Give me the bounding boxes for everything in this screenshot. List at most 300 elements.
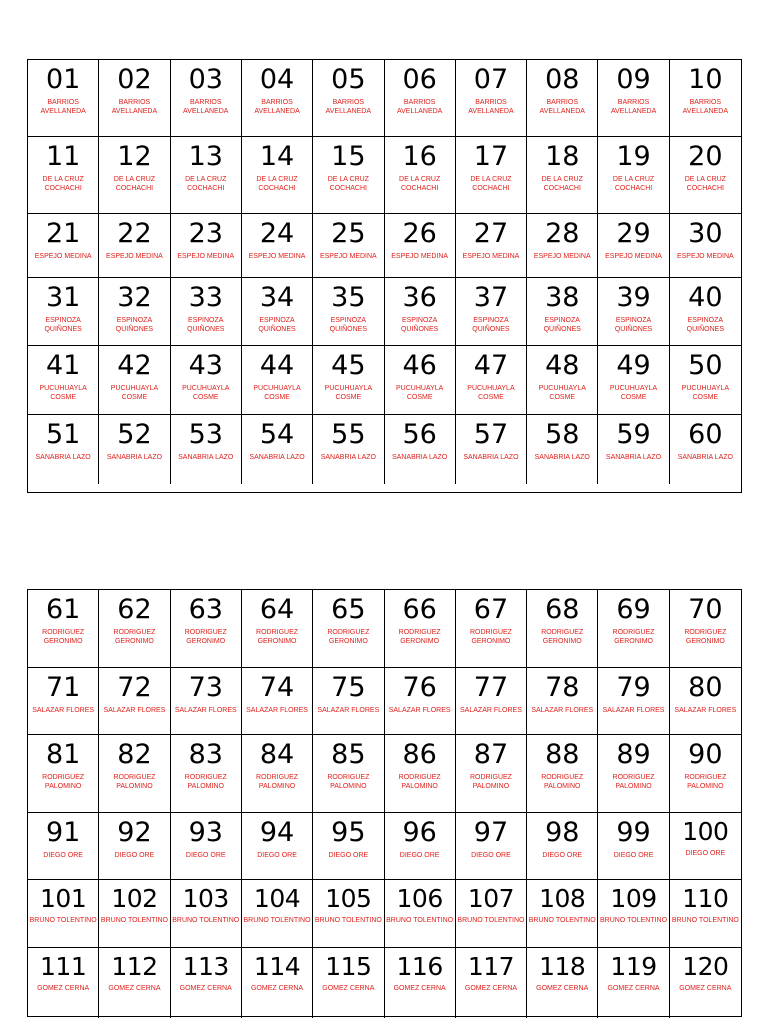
ticket-cell [385, 880, 456, 948]
ticket-number: 83 [188, 739, 223, 770]
ticket-owner-name: RODRIGUEZ PALOMINO [684, 774, 727, 790]
ticket-number: 34 [259, 282, 295, 313]
ticket-cell [242, 880, 313, 948]
ticket-number: 35 [331, 282, 366, 313]
ticket-number: 93 [188, 817, 223, 848]
ticket-number: 113 [182, 952, 229, 981]
ticket-cell [527, 590, 598, 668]
ticket-number: 85 [331, 739, 366, 770]
ticket-cell [171, 137, 242, 214]
ticket-cell [313, 813, 384, 880]
ticket-number: 17 [473, 141, 509, 172]
ticket-number: 98 [545, 817, 580, 848]
ticket-number: 08 [545, 64, 580, 95]
ticket-number: 22 [117, 218, 152, 249]
ticket-owner-name: SANABRIA LAZO [320, 454, 376, 461]
ticket-cell [385, 735, 456, 813]
ticket-cell [242, 214, 313, 278]
ticket-number: 55 [331, 419, 366, 450]
ticket-cell [598, 735, 669, 813]
ticket-number: 65 [331, 594, 366, 625]
ticket-owner-name: RODRIGUEZ PALOMINO [184, 774, 227, 790]
ticket-cell [527, 415, 598, 484]
ticket-number: 72 [117, 672, 152, 703]
ticket-cell [313, 735, 384, 813]
ticket-cell [456, 813, 527, 880]
ticket-cell [598, 813, 669, 880]
ticket-cell [598, 60, 669, 137]
ticket-owner-name: PUCUHUAYLA COSME [467, 385, 515, 401]
ticket-cell [456, 214, 527, 278]
ticket-owner-name: ESPEJO MEDINA [391, 253, 449, 260]
ticket-number: 106 [396, 884, 443, 913]
ticket-cell [670, 415, 741, 484]
ticket-cell [313, 668, 384, 735]
ticket-cell [171, 346, 242, 415]
ticket-owner-name: GOMEZ CERNA [464, 985, 517, 992]
ticket-cell [670, 813, 741, 880]
ticket-owner-name: DIEGO ORE [185, 852, 226, 859]
ticket-number: 42 [117, 350, 152, 381]
ticket-cell [99, 415, 170, 484]
ticket-cell [99, 278, 170, 346]
ticket-cell [670, 668, 741, 735]
ticket-number: 118 [539, 952, 586, 981]
ticket-owner-name: DE LA CRUZ COCHACHI [684, 176, 726, 192]
ticket-cell [99, 137, 170, 214]
ticket-number: 92 [117, 817, 152, 848]
ticket-owner-name: DE LA CRUZ COCHACHI [42, 176, 84, 192]
ticket-cell [313, 415, 384, 484]
ticket-owner-name: BRUNO TOLENTINO [671, 917, 739, 924]
ticket-number: 89 [616, 739, 651, 770]
ticket-cell [527, 137, 598, 214]
ticket-number: 59 [616, 419, 651, 450]
ticket-cell [598, 668, 669, 735]
ticket-owner-name: DIEGO ORE [685, 850, 726, 857]
ticket-cell [670, 214, 741, 278]
ticket-cell [527, 668, 598, 735]
ticket-owner-name: DIEGO ORE [399, 852, 440, 859]
ticket-number: 48 [545, 350, 580, 381]
ticket-cell [28, 668, 99, 735]
ticket-number: 46 [402, 350, 437, 381]
ticket-owner-name: RODRIGUEZ GERONIMO [256, 629, 299, 645]
ticket-owner-name: BARRIOS AVELLANEDA [539, 99, 585, 115]
ticket-owner-name: SANABRIA LAZO [605, 454, 662, 461]
ticket-owner-name: BRUNO TOLENTINO [314, 917, 382, 924]
ticket-number: 95 [331, 817, 366, 848]
ticket-number: 45 [331, 350, 366, 381]
ticket-number: 82 [117, 739, 152, 770]
ticket-number: 99 [616, 817, 651, 848]
ticket-owner-name: BRUNO TOLENTINO [600, 917, 668, 924]
ticket-cell [28, 948, 99, 1018]
ticket-number: 97 [473, 817, 509, 848]
ticket-number: 05 [331, 64, 366, 95]
ticket-cell [527, 278, 598, 346]
ticket-number: 100 [682, 817, 729, 846]
ticket-number: 79 [616, 672, 651, 703]
ticket-number: 24 [259, 218, 295, 249]
ticket-number: 70 [688, 594, 723, 625]
ticket-cell [670, 60, 741, 137]
ticket-cell [598, 948, 669, 1018]
ticket-cell [385, 948, 456, 1018]
ticket-cell [313, 880, 384, 948]
ticket-cell [99, 590, 170, 668]
ticket-cell [385, 668, 456, 735]
ticket-number: 77 [473, 672, 509, 703]
ticket-number: 28 [545, 218, 580, 249]
ticket-owner-name: DE LA CRUZ COCHACHI [185, 176, 227, 192]
ticket-number: 37 [473, 282, 509, 313]
ticket-owner-name: RODRIGUEZ PALOMINO [398, 774, 441, 790]
ticket-owner-name: ESPINOZA QUIÑONES [400, 317, 439, 333]
ticket-number: 13 [188, 141, 223, 172]
ticket-owner-name: BRUNO TOLENTINO [386, 917, 454, 924]
ticket-number: 41 [45, 350, 81, 381]
ticket-number: 01 [45, 64, 81, 95]
ticket-owner-name: BARRIOS AVELLANEDA [183, 99, 229, 115]
ticket-number: 20 [688, 141, 723, 172]
ticket-owner-name: RODRIGUEZ GERONIMO [684, 629, 727, 645]
ticket-number: 54 [259, 419, 295, 450]
ticket-cell [385, 346, 456, 415]
ticket-cell [99, 813, 170, 880]
ticket-owner-name: RODRIGUEZ PALOMINO [113, 774, 156, 790]
ticket-owner-name: ESPEJO MEDINA [106, 253, 163, 260]
ticket-number: 119 [610, 952, 657, 981]
ticket-owner-name: ESPINOZA QUIÑONES [472, 317, 510, 333]
ticket-cell [385, 60, 456, 137]
ticket-owner-name: GOMEZ CERNA [37, 985, 90, 992]
ticket-cell [28, 278, 99, 346]
ticket-cell [171, 948, 242, 1018]
ticket-number: 107 [467, 884, 515, 913]
ticket-owner-name: ESPINOZA QUIÑONES [115, 317, 154, 333]
ticket-cell [313, 278, 384, 346]
ticket-owner-name: ESPEJO MEDINA [34, 253, 92, 260]
ticket-owner-name: ESPEJO MEDINA [605, 253, 662, 260]
ticket-owner-name: BARRIOS AVELLANEDA [40, 99, 86, 115]
ticket-cell [171, 813, 242, 880]
ticket-number: 56 [402, 419, 437, 450]
ticket-cell [28, 60, 99, 137]
ticket-cell [171, 415, 242, 484]
ticket-number: 105 [325, 884, 372, 913]
ticket-cell [598, 590, 669, 668]
ticket-owner-name: RODRIGUEZ PALOMINO [612, 774, 655, 790]
ticket-owner-name: SALAZAR FLORES [246, 707, 308, 714]
ticket-number: 26 [402, 218, 437, 249]
ticket-number: 31 [45, 282, 81, 313]
ticket-number: 44 [259, 350, 295, 381]
ticket-owner-name: BARRIOS AVELLANEDA [254, 99, 300, 115]
ticket-owner-name: GOMEZ CERNA [536, 985, 589, 992]
ticket-owner-name: RODRIGUEZ PALOMINO [327, 774, 370, 790]
ticket-number: 90 [688, 739, 723, 770]
ticket-number: 111 [40, 952, 87, 981]
ticket-cell [456, 948, 527, 1018]
ticket-owner-name: ESPINOZA QUIÑONES [614, 317, 653, 333]
ticket-owner-name: SANABRIA LAZO [249, 454, 305, 461]
ticket-number: 87 [473, 739, 509, 770]
ticket-number: 10 [688, 64, 723, 95]
ticket-cell [313, 346, 384, 415]
ticket-cell [385, 813, 456, 880]
ticket-cell [99, 346, 170, 415]
ticket-cell [99, 880, 170, 948]
ticket-cell [456, 60, 527, 137]
ticket-number: 80 [688, 672, 723, 703]
ticket-owner-name: SALAZAR FLORES [174, 707, 237, 714]
ticket-owner-name: ESPINOZA QUIÑONES [258, 317, 296, 333]
ticket-cell [171, 590, 242, 668]
ticket-cell [598, 214, 669, 278]
ticket-owner-name: RODRIGUEZ GERONIMO [541, 629, 584, 645]
ticket-cell [99, 948, 170, 1018]
ticket-owner-name: RODRIGUEZ PALOMINO [469, 774, 512, 790]
ticket-owner-name: GOMEZ CERNA [179, 985, 232, 992]
ticket-cell [456, 278, 527, 346]
ticket-cell [313, 214, 384, 278]
ticket-number: 03 [188, 64, 223, 95]
ticket-cell [385, 590, 456, 668]
ticket-cell [670, 590, 741, 668]
ticket-owner-name: GOMEZ CERNA [108, 985, 161, 992]
ticket-cell [171, 278, 242, 346]
ticket-owner-name: ESPINOZA QUIÑONES [329, 317, 368, 333]
ticket-owner-name: BARRIOS AVELLANEDA [682, 99, 729, 115]
ticket-owner-name: SANABRIA LAZO [35, 454, 91, 461]
ticket-number: 47 [473, 350, 509, 381]
ticket-owner-name: SANABRIA LAZO [178, 454, 234, 461]
ticket-owner-name: SANABRIA LAZO [392, 454, 448, 461]
ticket-owner-name: BARRIOS AVELLANEDA [325, 99, 372, 115]
ticket-cell [242, 948, 313, 1018]
ticket-number: 18 [545, 141, 580, 172]
ticket-owner-name: RODRIGUEZ GERONIMO [327, 629, 370, 645]
ticket-number: 04 [259, 64, 295, 95]
ticket-owner-name: RODRIGUEZ GERONIMO [113, 629, 156, 645]
ticket-owner-name: DE LA CRUZ COCHACHI [612, 176, 655, 192]
ticket-cell [28, 590, 99, 668]
ticket-cell [385, 415, 456, 484]
ticket-number: 14 [259, 141, 295, 172]
ticket-cell [28, 735, 99, 813]
ticket-owner-name: PUCUHUAYLA COSME [395, 385, 444, 401]
ticket-cell [456, 668, 527, 735]
ticket-cell [527, 214, 598, 278]
ticket-number: 112 [111, 952, 158, 981]
ticket-number: 64 [259, 594, 295, 625]
ticket-cell [99, 60, 170, 137]
ticket-cell [28, 880, 99, 948]
ticket-owner-name: BARRIOS AVELLANEDA [610, 99, 657, 115]
ticket-cell [527, 880, 598, 948]
ticket-sheet-bottom [27, 589, 742, 1017]
ticket-cell [527, 346, 598, 415]
ticket-owner-name: DE LA CRUZ COCHACHI [327, 176, 369, 192]
ticket-cell [242, 668, 313, 735]
ticket-number: 25 [331, 218, 366, 249]
ticket-owner-name: PUCUHUAYLA COSME [681, 385, 729, 401]
ticket-cell [242, 813, 313, 880]
ticket-cell [527, 60, 598, 137]
ticket-cell [28, 415, 99, 484]
ticket-owner-name: ESPINOZA QUIÑONES [686, 317, 725, 333]
ticket-cell [456, 735, 527, 813]
ticket-number: 39 [616, 282, 651, 313]
ticket-cell [598, 880, 669, 948]
ticket-cell [28, 214, 99, 278]
ticket-owner-name: ESPEJO MEDINA [319, 253, 377, 260]
ticket-cell [28, 346, 99, 415]
ticket-cell [171, 60, 242, 137]
ticket-number: 114 [253, 952, 301, 981]
ticket-number: 69 [616, 594, 651, 625]
ticket-cell [242, 278, 313, 346]
ticket-owner-name: BARRIOS AVELLANEDA [111, 99, 158, 115]
ticket-number: 120 [682, 952, 729, 981]
ticket-owner-name: PUCUHUAYLA COSME [39, 385, 87, 401]
ticket-number: 102 [111, 884, 158, 913]
ticket-cell [28, 813, 99, 880]
ticket-number: 12 [117, 141, 152, 172]
ticket-cell [385, 278, 456, 346]
ticket-owner-name: SALAZAR FLORES [460, 707, 522, 714]
ticket-number: 29 [616, 218, 651, 249]
ticket-cell [171, 214, 242, 278]
ticket-number: 116 [396, 952, 443, 981]
ticket-cell [242, 137, 313, 214]
ticket-number: 86 [402, 739, 437, 770]
ticket-cell [527, 813, 598, 880]
ticket-number: 06 [402, 64, 437, 95]
ticket-owner-name: GOMEZ CERNA [322, 985, 375, 992]
ticket-cell [456, 415, 527, 484]
ticket-cell [313, 590, 384, 668]
ticket-owner-name: PUCUHUAYLA COSME [182, 385, 230, 401]
ticket-owner-name: DIEGO ORE [328, 852, 369, 859]
ticket-owner-name: BARRIOS AVELLANEDA [468, 99, 514, 115]
ticket-number: 07 [473, 64, 509, 95]
ticket-cell [242, 346, 313, 415]
ticket-cell [670, 278, 741, 346]
ticket-owner-name: SANABRIA LAZO [106, 454, 163, 461]
ticket-number: 21 [45, 218, 81, 249]
ticket-cell [670, 137, 741, 214]
ticket-owner-name: PUCUHUAYLA COSME [110, 385, 159, 401]
ticket-owner-name: SANABRIA LAZO [463, 454, 519, 461]
ticket-owner-name: SALAZAR FLORES [388, 707, 451, 714]
ticket-number: 57 [473, 419, 509, 450]
ticket-owner-name: SALAZAR FLORES [32, 707, 95, 714]
ticket-owner-name: DIEGO ORE [257, 852, 297, 859]
ticket-owner-name: DIEGO ORE [114, 852, 155, 859]
ticket-owner-name: RODRIGUEZ PALOMINO [256, 774, 299, 790]
ticket-owner-name: BARRIOS AVELLANEDA [396, 99, 443, 115]
ticket-number: 74 [259, 672, 295, 703]
ticket-number: 19 [616, 141, 651, 172]
ticket-cell [456, 346, 527, 415]
ticket-owner-name: ESPEJO MEDINA [462, 253, 520, 260]
ticket-number: 11 [45, 141, 81, 172]
ticket-cell [598, 415, 669, 484]
ticket-cell [171, 880, 242, 948]
ticket-owner-name: BRUNO TOLENTINO [243, 917, 311, 924]
ticket-number: 02 [117, 64, 152, 95]
ticket-owner-name: DE LA CRUZ COCHACHI [256, 176, 298, 192]
ticket-number: 84 [259, 739, 295, 770]
ticket-sheet-top [27, 59, 742, 493]
ticket-cell [456, 880, 527, 948]
ticket-number: 109 [610, 884, 657, 913]
ticket-owner-name: ESPEJO MEDINA [177, 253, 235, 260]
ticket-owner-name: RODRIGUEZ GERONIMO [469, 629, 512, 645]
ticket-cell [527, 735, 598, 813]
ticket-owner-name: SALAZAR FLORES [674, 707, 737, 714]
ticket-number: 73 [188, 672, 223, 703]
ticket-owner-name: ESPINOZA QUIÑONES [44, 317, 82, 333]
ticket-cell [313, 948, 384, 1018]
ticket-owner-name: DIEGO ORE [613, 852, 654, 859]
ticket-owner-name: PUCUHUAYLA COSME [253, 385, 301, 401]
ticket-owner-name: ESPINOZA QUIÑONES [543, 317, 581, 333]
ticket-number: 68 [545, 594, 580, 625]
ticket-owner-name: ESPEJO MEDINA [533, 253, 591, 260]
ticket-owner-name: DIEGO ORE [542, 852, 583, 859]
ticket-owner-name: DE LA CRUZ COCHACHI [399, 176, 441, 192]
ticket-number: 49 [616, 350, 651, 381]
ticket-owner-name: BRUNO TOLENTINO [100, 917, 168, 924]
ticket-cell [598, 346, 669, 415]
ticket-cell [99, 668, 170, 735]
ticket-number: 61 [45, 594, 81, 625]
ticket-cell [598, 278, 669, 346]
ticket-owner-name: SALAZAR FLORES [317, 707, 380, 714]
ticket-cell [28, 137, 99, 214]
ticket-owner-name: SALAZAR FLORES [602, 707, 665, 714]
ticket-number: 88 [545, 739, 580, 770]
ticket-owner-name: SALAZAR FLORES [103, 707, 166, 714]
ticket-number: 09 [616, 64, 651, 95]
ticket-number: 78 [545, 672, 580, 703]
ticket-owner-name: DIEGO ORE [471, 852, 511, 859]
ticket-owner-name: PUCUHUAYLA COSME [538, 385, 586, 401]
ticket-number: 81 [45, 739, 81, 770]
ticket-number: 40 [688, 282, 723, 313]
ticket-number: 96 [402, 817, 437, 848]
ticket-owner-name: DE LA CRUZ COCHACHI [541, 176, 583, 192]
ticket-number: 110 [682, 884, 729, 913]
ticket-number: 43 [188, 350, 223, 381]
ticket-owner-name: PUCUHUAYLA COSME [609, 385, 658, 401]
ticket-cell [242, 415, 313, 484]
ticket-number: 36 [402, 282, 437, 313]
ticket-owner-name: RODRIGUEZ GERONIMO [612, 629, 655, 645]
ticket-number: 94 [259, 817, 295, 848]
ticket-owner-name: GOMEZ CERNA [393, 985, 446, 992]
ticket-number: 15 [331, 141, 366, 172]
ticket-cell [99, 735, 170, 813]
ticket-owner-name: ESPEJO MEDINA [676, 253, 734, 260]
ticket-cell [527, 948, 598, 1018]
ticket-number: 38 [545, 282, 580, 313]
ticket-owner-name: SANABRIA LAZO [677, 454, 733, 461]
ticket-cell [670, 346, 741, 415]
